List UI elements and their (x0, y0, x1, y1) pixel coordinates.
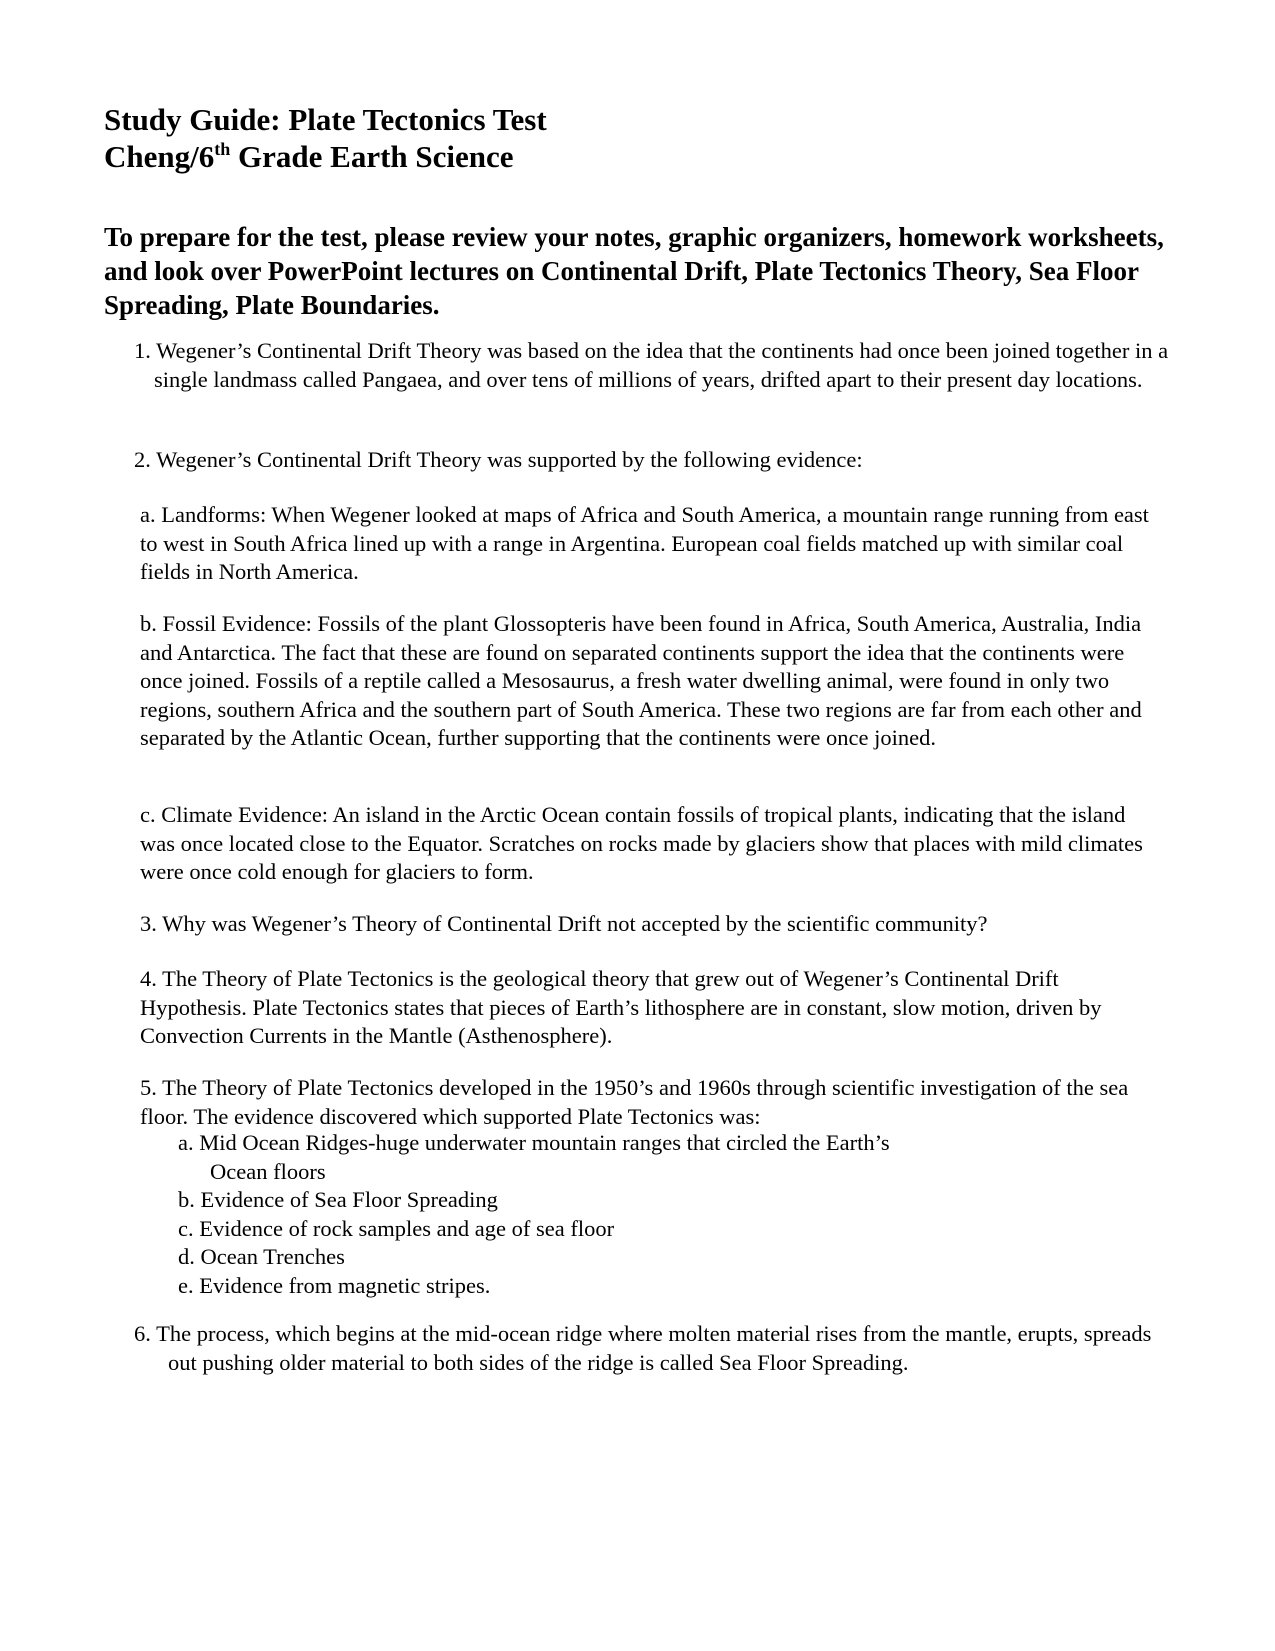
list-item: e. Evidence from magnetic stripes. (178, 1272, 491, 1298)
item-2b: b. Fossil Evidence: Fossils of the plant Glossopteris have been found in Africa, South America, Australia, India and Antarctica. The fact that these are found on separated continents support the idea that the continents were once joined. Fossils of a reptile called a Mesosaurus, a fresh water dwelling animal, were found in only two regions, southern Africa and the southern part of South America. These two regions are far from each other and separated by the Atlantic Ocean, further supporting that the continents were once joined. (140, 611, 1142, 750)
item-5-evidence-list (178, 1129, 890, 1300)
item-5: 5. The Theory of Plate Tectonics developed in the 1950’s and 1960s through scientific investigation of the sea floor. The evidence discovered which supported Plate Tectonics was: (140, 1075, 1129, 1129)
item-4: 4. The Theory of Plate Tectonics is the geological theory that grew out of Wegener’s Continental Drift Hypothesis. Plate Tectonics states that pieces of Earth’s lithosphere are in constant, slow motion, driven by Convection Currents in the Mantle (Asthenosphere). (140, 966, 1102, 1048)
list-item: c. Evidence of rock samples and age of sea floor (178, 1215, 615, 1241)
intro-instructions: To prepare for the test, please review your notes, graphic organizers, homework worksheets, and look over PowerPoint lectures on Continental Drift, Plate Tectonics Theory, Sea Floor Spreading, Plate Boundaries. (104, 222, 1164, 320)
list-item: d. Ocean Trenches (178, 1244, 345, 1269)
page-subtitle (104, 138, 514, 176)
list-item: b. Evidence of Sea Floor Spreading (178, 1187, 498, 1212)
list-item-continuation: Ocean floors (210, 1158, 326, 1184)
list-item: a. Mid Ocean Ridges-huge underwater mountain ranges that circled the Earth’s (178, 1130, 890, 1155)
item-3: 3. Why was Wegener’s Theory of Continental Drift not accepted by the scientific community? (140, 911, 988, 936)
subtitle-suffix: Grade Earth Science (230, 139, 514, 174)
item-2c: c. Climate Evidence: An island in the Arctic Ocean contain fossils of tropical plants, indicating that the island was once located close to the Equator. Scratches on rocks made by glaciers show that places with mild climates were once cold enough for glaciers to form. (140, 802, 1143, 884)
item-6: 6. The process, which begins at the mid-ocean ridge where molten material rises from the mantle, erupts, spreads out pushing older material to both sides of the ridge is called Sea Floor Spreading. (134, 1321, 1152, 1375)
item-1: 1. Wegener’s Continental Drift Theory was based on the idea that the continents had once been joined together in a single landmass called Pangaea, and over tens of millions of years, drifted apart to their present day locations. (134, 338, 1169, 392)
item-2a: a. Landforms: When Wegener looked at maps of Africa and South America, a mountain range running from east to west in South Africa lined up with a range in Argentina. European coal fields matched up with similar coal fields in North America. (140, 502, 1149, 584)
page-title: Study Guide: Plate Tectonics Test (104, 102, 547, 137)
subtitle-prefix: Cheng/6 (104, 139, 215, 174)
item-2: 2. Wegener’s Continental Drift Theory was supported by the following evidence: (134, 447, 863, 472)
subtitle-superscript: th (214, 139, 231, 159)
